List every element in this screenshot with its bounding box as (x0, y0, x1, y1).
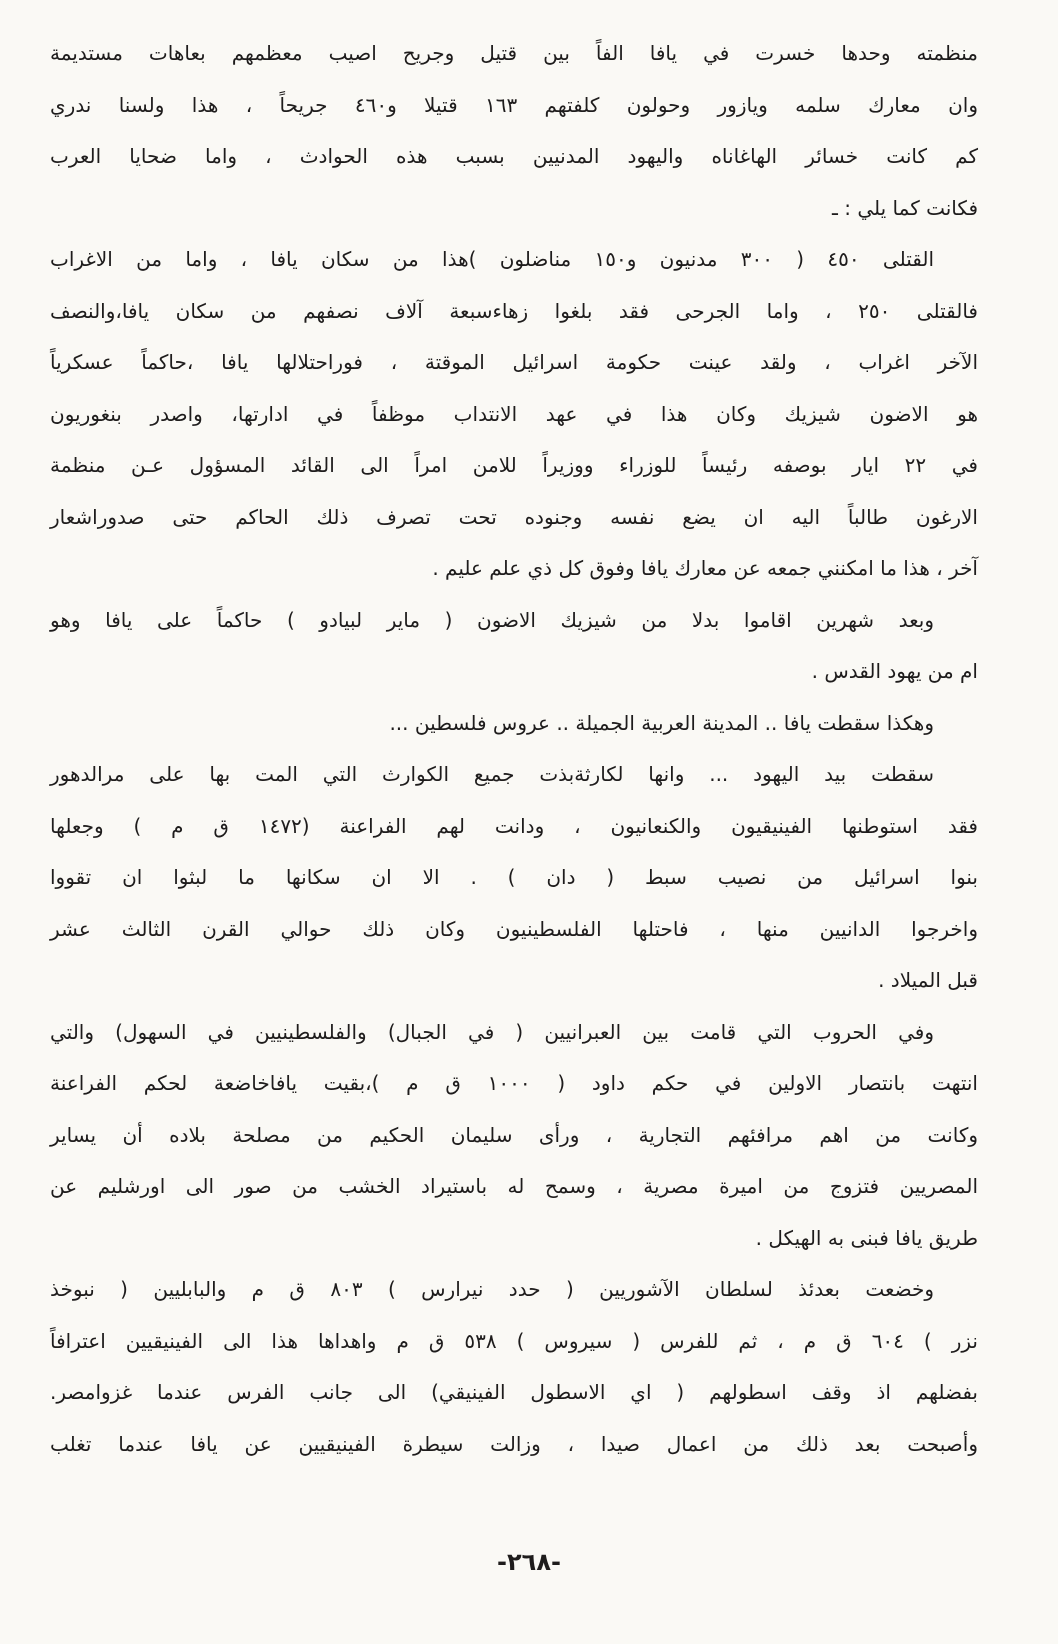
text-line: كم كانت خسائر الهاغاناه واليهود المدنيين بسبب هذه الحوادث ، واما ضحايا العرب (50, 144, 978, 168)
text-line: بنوا اسرائيل من نصيب سبط ( دان ) . الا ان سكانها ما لبثوا ان تقووا (50, 865, 978, 889)
text-line: طريق يافا فبنى به الهيكل . (755, 1225, 978, 1250)
text-line: وان معارك سلمه ويازور وحولون كلفتهم ١٦٣ قتيلا و٤٦٠ جريحاً ، هذا ولسنا ندري (50, 92, 978, 117)
text-line: وبعد شهرين اقاموا بدلا من شيزيك الاضون ( ماير لبيادو ) حاكماً على يافا وهو (50, 607, 934, 632)
text-line: وكانت من اهم مرافئهم التجارية ، ورأى سليمان الحكيم من مصلحة بلاده أن يساير (50, 1122, 978, 1147)
text-line: المصريين فتزوج من اميرة مصرية ، وسمح له باستيراد الخشب من صور الى اورشليم عن (50, 1174, 978, 1198)
text-line: الارغون طالباً اليه ان يضع نفسه وجنوده تحت تصرف ذلك الحاكم حتى صدوراشعار (50, 504, 978, 529)
page-body (50, 28, 978, 1470)
text-line: بفضلهم اذ وقف اسطولهم ( اي الاسطول الفينيقي) الى جانب الفرس عندما غزوامصر. (50, 1380, 978, 1404)
text-line: هو الاضون شيزيك وكان هذا في عهد الانتداب موظفاً في ادارتها، واصدر بنغوريون (50, 401, 978, 426)
page-number: -٢٦٨- (497, 1548, 561, 1576)
text-line: في ٢٢ ايار بوصفه رئيساً للوزراء ووزيراً للامن امراً الى القائد المسؤول عـن منظمة (50, 453, 978, 477)
text-line: انتهت بانتصار الاولين في حكم داود ( ١٠٠٠ ق م )،بقيت يافاخاضعة لحكم الفراعنة (50, 1071, 978, 1095)
text-line: فقد استوطنها الفينيقيون والكنعانيون ، ودانت لهم الفراعنة (١٤٧٢ ق م ) وجعلها (50, 813, 978, 838)
text-line: القتلى ٤٥٠ ( ٣٠٠ مدنيون و١٥٠ مناضلون )هذا من سكان يافا ، واما من الاغراب (50, 247, 934, 271)
text-line: منظمته وحدها خسرت في يافا الفاً بين قتيل وجريح اصيب معظمهم بعاهات مستديمة (50, 41, 978, 65)
text-line: قبل الميلاد . (878, 968, 978, 992)
text-line: الآخر اغراب ، ولقد عينت حكومة اسرائيل الموقتة ، فوراحتلالها يافا ،حاكماً عسكرياً (50, 350, 978, 374)
text-line: نزر ) ٦٠٤ ق م ، ثم للفرس ( سيروس ) ٥٣٨ ق م واهداها هذا الى الفينيقيين اعترافاً (50, 1328, 978, 1353)
text-line: ام من يهود القدس . (811, 659, 978, 683)
text-line: وهكذا سقطت يافا .. المدينة العربية الجميلة .. عروس فلسطين ... (389, 710, 934, 735)
text-line: آخر ، هذا ما امكنني جمعه عن معارك يافا وفوق كل ذي علم عليم . (432, 556, 978, 580)
text-line: وفي الحروب التي قامت بين العبرانيين ( في الجبال) والفلسطينيين في السهول) والتي (50, 1019, 934, 1044)
text-line: سقطت بيد اليهود ... وانها لكارثةبذت جميع الكوارث التي المت بها على مرالدهور (50, 762, 934, 786)
text-line: فالقتلى ٢٥٠ ، واما الجرحى فقد بلغوا زهاءسبعة آلاف نصفهم من سكان يافا،والنصف (50, 298, 978, 323)
text-line: وخضعت بعدئذ لسلطان الآشوريين ( حدد نيرارس ) ٨٠٣ ق م والبابليين ( نبوخذ (50, 1277, 934, 1301)
text-line: وأصبحت بعد ذلك من اعمال صيدا ، وزالت سيطرة الفينيقيين عن يافا عندما تغلب (50, 1431, 978, 1456)
text-line: فكانت كما يلي : ـ (832, 195, 978, 220)
text-line: واخرجوا الدانيين منها ، فاحتلها الفلسطينيون وكان ذلك حوالي القرن الثالث عشر (50, 916, 978, 941)
